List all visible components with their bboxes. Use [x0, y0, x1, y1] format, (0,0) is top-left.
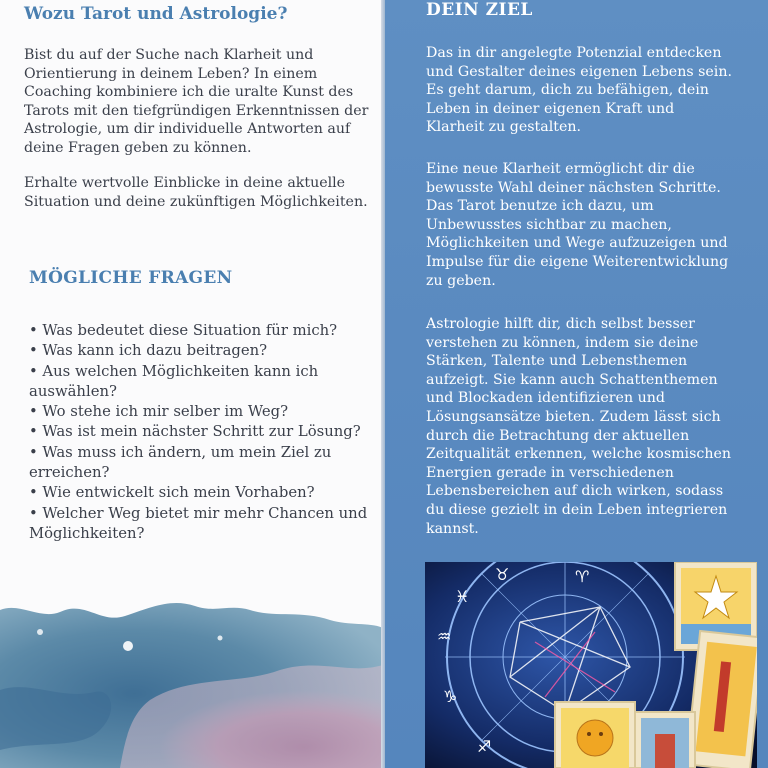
watercolor-decoration — [0, 580, 383, 768]
right-panel — [385, 0, 768, 768]
question-item — [29, 443, 374, 484]
question-item — [29, 341, 374, 361]
goal-line: Klarheit zu gestalten. — [426, 119, 581, 136]
svg-text:♒: ♒ — [437, 627, 452, 646]
question-line: • Was bedeutet diese Situation für mich? — [29, 322, 338, 339]
astrology-paragraph — [426, 315, 761, 538]
intro-line: deine Fragen geben zu können. — [24, 139, 252, 156]
zodiac-tarot-photo — [425, 562, 757, 768]
svg-text:♉: ♉ — [495, 565, 510, 584]
svg-text:♐: ♐ — [477, 737, 492, 756]
tarot-line: Impulse für die eigene Weiterentwicklung — [426, 253, 729, 270]
question-item — [29, 402, 374, 422]
tarot-card-sun — [555, 702, 635, 768]
goal-line: und Gestalter deines eigenen Lebens sein. — [426, 63, 732, 80]
tarot-line: Das Tarot benutze ich dazu, um — [426, 198, 654, 215]
tarot-line: Eine neue Klarheit ermöglicht dir die — [426, 161, 695, 177]
tarot-line: bewusste Wahl deiner nächsten Schritte. — [426, 179, 721, 196]
question-line: • Welcher Weg bietet mir mehr Chancen und — [29, 504, 368, 522]
question-item — [29, 362, 374, 403]
left-heading: Wozu Tarot und Astrologie? — [24, 4, 288, 24]
question-item — [29, 483, 374, 503]
right-heading: DEIN ZIEL — [426, 0, 533, 20]
tarot-line: Unbewusstes sichtbar zu machen, — [426, 216, 672, 233]
goal-line: Das in dir angelegte Potenzial entdecken — [426, 45, 722, 61]
intro-line: Bist du auf der Suche nach Klarheit und — [24, 47, 314, 63]
question-item — [29, 321, 374, 341]
astrology-line: kannst. — [426, 520, 479, 537]
tarot-line: Möglichkeiten und Wege aufzuzeigen und — [426, 235, 728, 252]
question-line: Möglichkeiten? — [29, 524, 145, 542]
tarot-paragraph — [426, 160, 761, 290]
astrology-line: Lösungsansätze bieten. Zudem lässt sich — [426, 408, 721, 425]
question-line: • Wie entwickelt sich mein Vorhaben? — [29, 484, 315, 502]
insight-line: Situation und deine zukünftigen Möglichkeiten. — [24, 193, 368, 210]
questions-list — [29, 321, 374, 544]
question-line: • Wo stehe ich mir selber im Weg? — [29, 403, 289, 421]
goal-line: Es geht darum, dich zu befähigen, dein — [426, 82, 709, 99]
question-line: erreichen? — [29, 464, 110, 482]
astrology-line: verstehen zu können, indem sie deine — [426, 334, 699, 351]
intro-paragraph — [24, 46, 374, 158]
intro-line: Astrologie, um dir individuelle Antworten auf — [24, 121, 351, 138]
question-line: • Was kann ich dazu beitragen? — [29, 342, 268, 360]
intro-line: Coaching kombiniere ich die uralte Kunst des — [24, 84, 354, 101]
astrology-line: durch die Betrachtung der aktuellen — [426, 427, 690, 444]
svg-text:♑: ♑ — [443, 687, 458, 706]
svg-text:♓: ♓ — [455, 587, 470, 606]
astrology-line: Zeitqualität erkennen, welche kosmischen — [426, 446, 731, 463]
astrology-line: Stärken, Talente und Lebensthemen — [426, 353, 688, 370]
astrology-line: Lebensbereichen auf dich wirken, sodass — [426, 483, 724, 500]
intro-line: Orientierung in deinem Leben? In einem — [24, 65, 318, 82]
question-item — [29, 422, 374, 442]
tarot-line: zu geben. — [426, 272, 496, 289]
question-line: • Aus welchen Möglichkeiten kann ich — [29, 362, 319, 380]
insight-line: Erhalte wertvolle Einblicke in deine aktuelle — [24, 175, 346, 191]
goal-line: Leben in deiner eigenen Kraft und — [426, 100, 675, 117]
astrology-line: aufzeigt. Sie kann auch Schattenthemen — [426, 371, 718, 388]
astrology-line: Energien gerade in verschiedenen — [426, 464, 674, 481]
astrology-line: und Blockaden identifizieren und — [426, 390, 665, 407]
left-panel — [0, 0, 383, 768]
question-item — [29, 504, 374, 545]
question-line: • Was muss ich ändern, um mein Ziel zu — [29, 443, 332, 461]
astrology-line: du diese gezielt in dein Leben integrieren — [426, 501, 728, 518]
questions-heading: MÖGLICHE FRAGEN — [29, 268, 233, 288]
insight-paragraph — [24, 174, 374, 211]
question-line: • Was ist mein nächster Schritt zur Lösung? — [29, 423, 361, 441]
astrology-line: Astrologie hilft dir, dich selbst besser — [426, 316, 695, 332]
intro-line: Tarots mit den tiefgründigen Erkenntnissen der — [24, 102, 369, 119]
question-line: auswählen? — [29, 382, 117, 400]
goal-paragraph — [426, 44, 761, 137]
svg-text:♈: ♈ — [575, 567, 590, 586]
